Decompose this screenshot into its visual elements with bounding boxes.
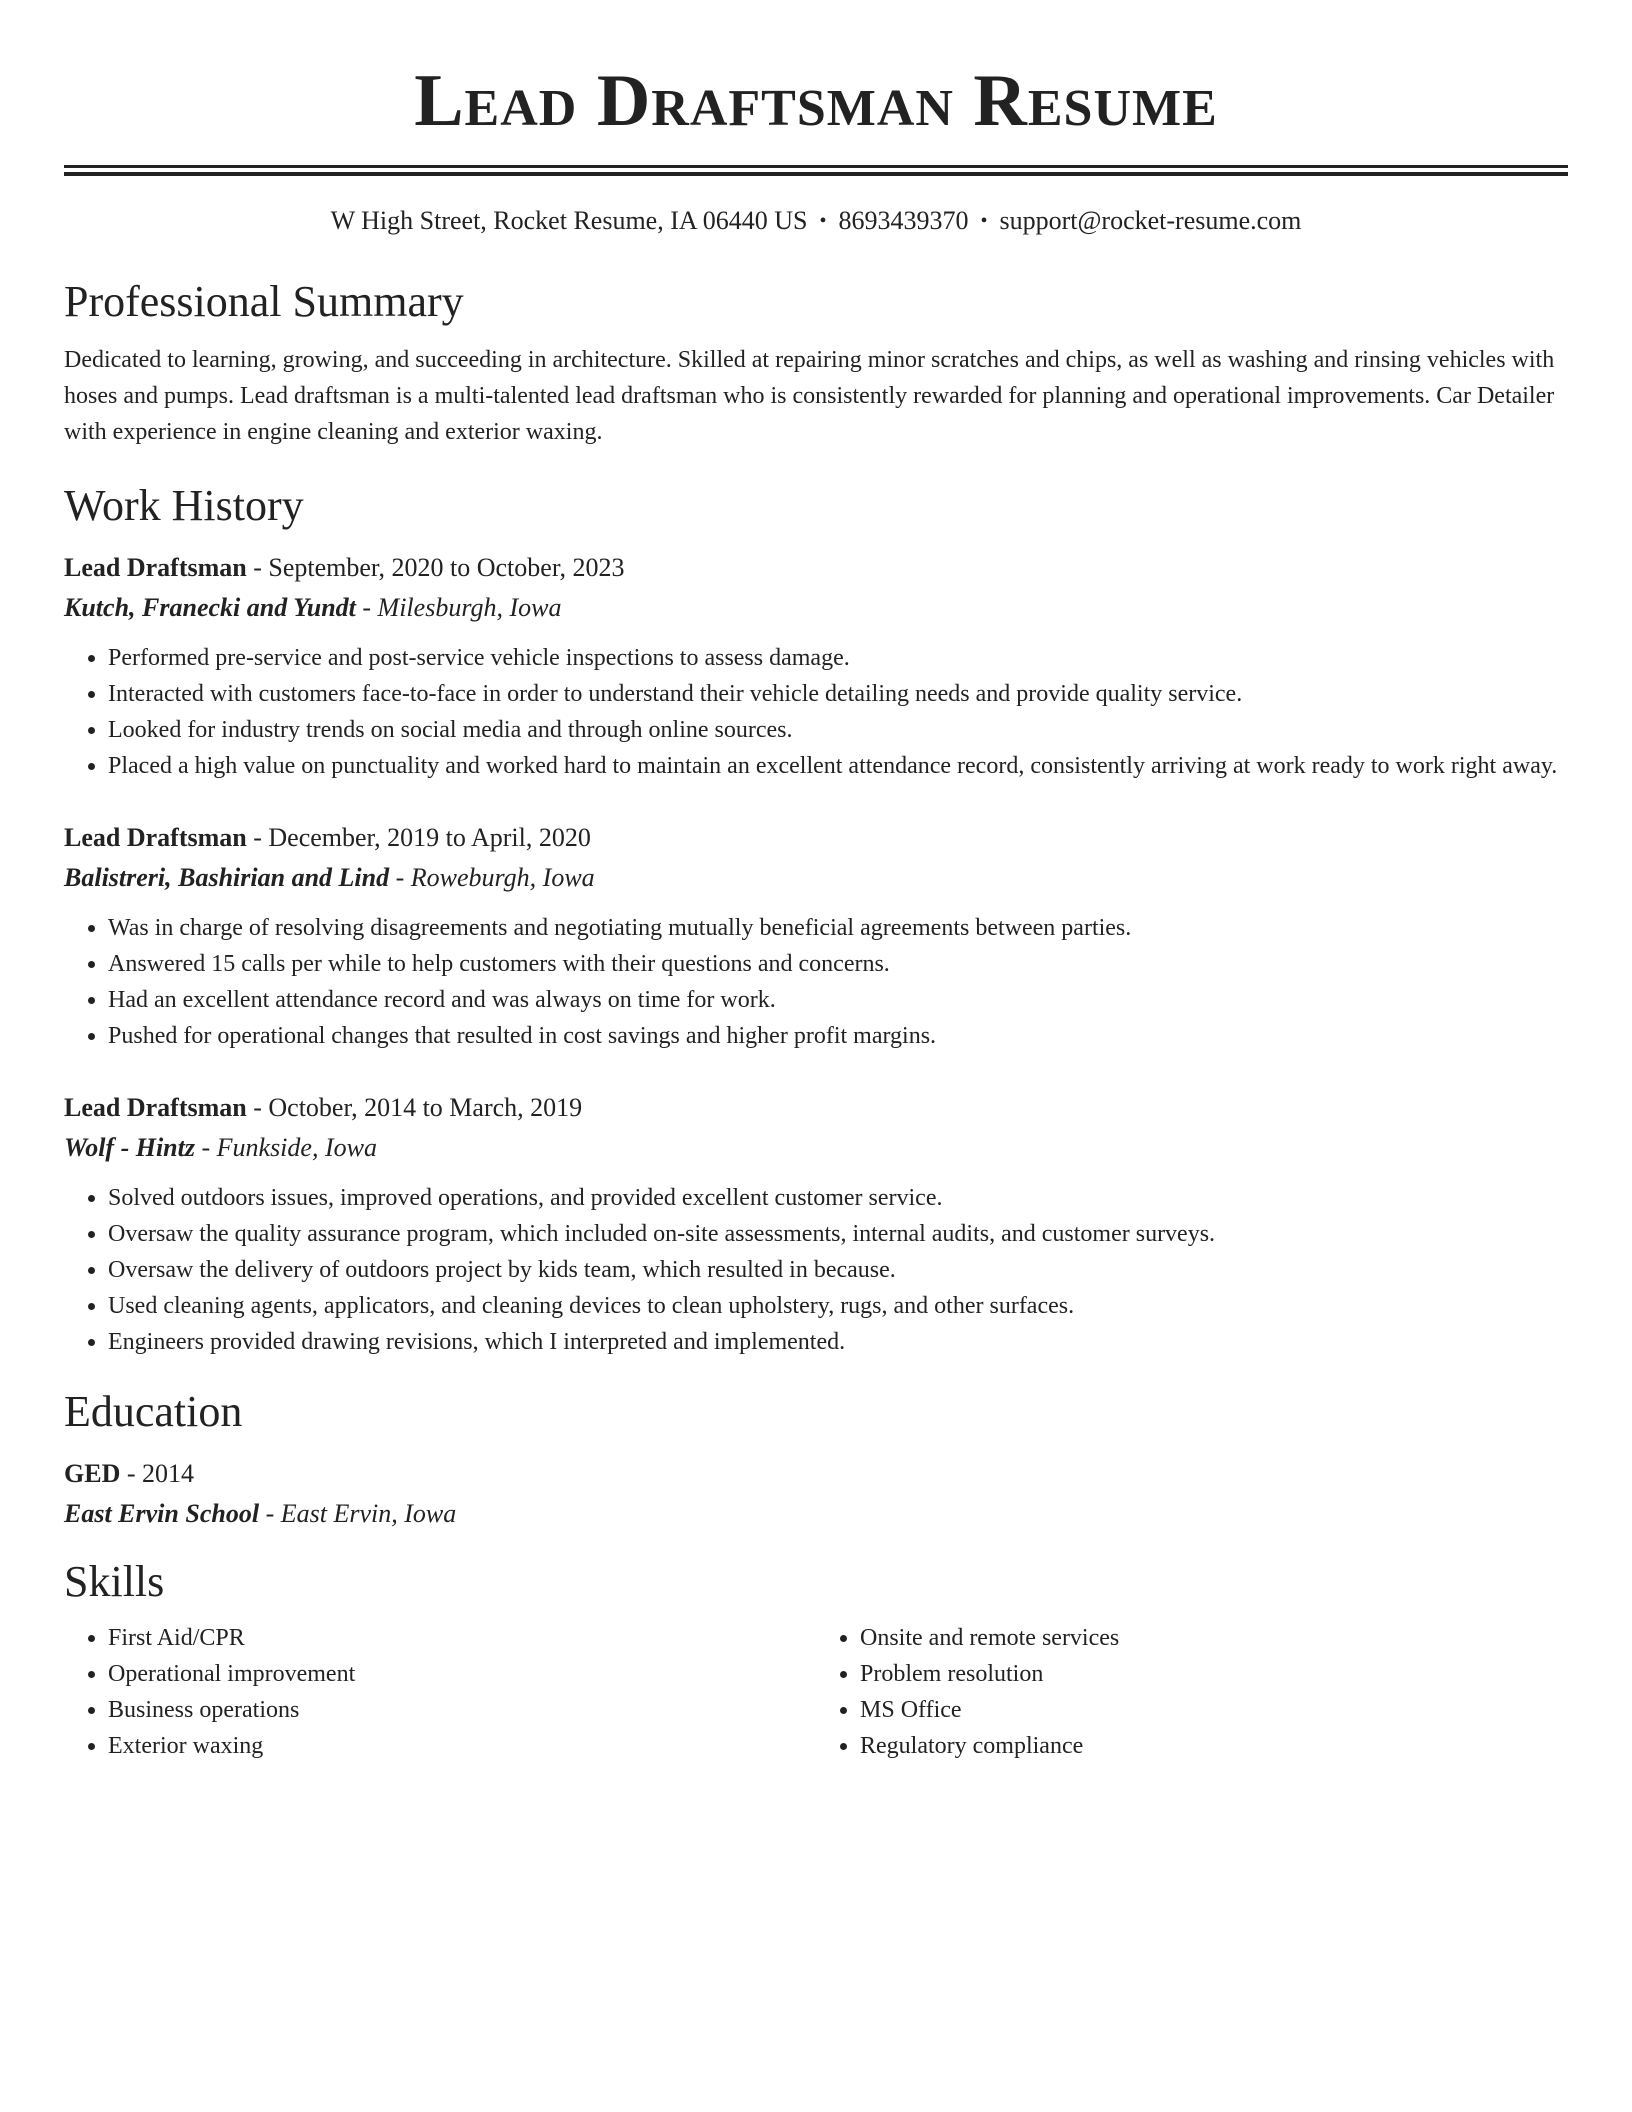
school-name: East Ervin School — [64, 1499, 260, 1528]
company-name: Wolf - Hintz — [64, 1133, 195, 1162]
company-location: - Roweburgh, Iowa — [389, 863, 595, 892]
degree-line — [64, 1454, 1568, 1494]
contact-email: support@rocket-resume.com — [999, 206, 1302, 235]
skill-item: • Onsite and remote services — [860, 1620, 1568, 1656]
job-title-line — [64, 1088, 1568, 1128]
company-name: Balistreri, Bashirian and Lind — [64, 863, 390, 892]
job-bullet: • Solved outdoors issues, improved operations, and provided excellent customer service. — [108, 1180, 1568, 1216]
job-dates: - December, 2019 to April, 2020 — [246, 823, 591, 852]
company-line — [64, 588, 1568, 628]
job-title: Lead Draftsman — [64, 553, 247, 582]
contact-separator: • — [980, 210, 988, 232]
company-line — [64, 1128, 1568, 1168]
school-location: - East Ervin, Iowa — [259, 1499, 457, 1528]
job-dates: - October, 2014 to March, 2019 — [246, 1093, 583, 1122]
company-location: - Funkside, Iowa — [194, 1133, 377, 1162]
job-bullet: • Was in charge of resolving disagreements and negotiating mutually beneficial agreements between parties. — [108, 910, 1568, 946]
skills-heading: Skills — [64, 1557, 165, 1606]
job-bullets — [64, 910, 1568, 1054]
skill-item: • Business operations — [108, 1692, 816, 1728]
skill-item: • Exterior waxing — [108, 1728, 816, 1764]
job-bullet: • Engineers provided drawing revisions, which I interpreted and implemented. — [108, 1324, 1568, 1360]
job-bullet: • Oversaw the delivery of outdoors project by kids team, which resulted in because. — [108, 1252, 1568, 1288]
job-title-line — [64, 548, 1568, 588]
job-bullet: • Interacted with customers face-to-face in order to understand their vehicle detailing needs and provide quality service. — [108, 676, 1568, 712]
title-divider — [64, 165, 1568, 176]
skills-column-left — [64, 1620, 816, 1764]
contact-line — [64, 204, 1568, 238]
job-entry — [64, 1088, 1568, 1360]
job-bullet: • Used cleaning agents, applicators, and cleaning devices to clean upholstery, rugs, and other surfaces. — [108, 1288, 1568, 1324]
skill-item: • Regulatory compliance — [860, 1728, 1568, 1764]
job-bullets — [64, 1180, 1568, 1360]
education-entry — [64, 1454, 1568, 1534]
job-bullets — [64, 640, 1568, 784]
work-history-heading: Work History — [64, 481, 304, 530]
job-bullet: • Answered 15 calls per while to help customers with their questions and concerns. — [108, 946, 1568, 982]
skills-list — [64, 1620, 1568, 1764]
school-line — [64, 1494, 1568, 1534]
contact-phone: 8693439370 — [838, 206, 969, 235]
job-bullet: • Performed pre-service and post-service vehicle inspections to assess damage. — [108, 640, 1568, 676]
education-heading: Education — [64, 1387, 243, 1436]
job-dates: - September, 2020 to October, 2023 — [246, 553, 625, 582]
summary-text: Dedicated to learning, growing, and succeeding in architecture. Skilled at repairing minor scratches and chips, as well as washing and rinsing vehicles with hoses and pumps. Lead draftsman is a multi-talented lead draftsman who is consistently rewarded for planning and operational improvements. Car Detailer with experience in engine cleaning and exterior waxing. — [64, 347, 1555, 445]
job-bullet: • Looked for industry trends on social media and through online sources. — [108, 712, 1568, 748]
skills-column-right — [816, 1620, 1568, 1764]
skill-item: • First Aid/CPR — [108, 1620, 816, 1656]
resume-title: Lead Draftsman Resume — [414, 60, 1218, 142]
job-entry — [64, 818, 1568, 1054]
job-bullet: • Placed a high value on punctuality and worked hard to maintain an excellent attendance record, consistently arriving at work ready to work right away. — [108, 748, 1568, 784]
skill-item: • Problem resolution — [860, 1656, 1568, 1692]
job-title: Lead Draftsman — [64, 1093, 247, 1122]
summary-heading: Professional Summary — [64, 277, 464, 326]
company-line — [64, 858, 1568, 898]
job-title-line — [64, 818, 1568, 858]
job-title: Lead Draftsman — [64, 823, 247, 852]
resume-page — [64, 0, 1568, 1764]
contact-separator: • — [819, 210, 827, 232]
job-bullet: • Pushed for operational changes that resulted in cost savings and higher profit margins. — [108, 1018, 1568, 1054]
contact-address: W High Street, Rocket Resume, IA 06440 US — [330, 206, 808, 235]
degree-year: - 2014 — [120, 1459, 195, 1488]
job-entry — [64, 548, 1568, 784]
company-name: Kutch, Franecki and Yundt — [64, 593, 356, 622]
company-location: - Milesburgh, Iowa — [355, 593, 562, 622]
job-bullet: • Oversaw the quality assurance program, which included on-site assessments, internal audits, and customer surveys. — [108, 1216, 1568, 1252]
skill-item: • Operational improvement — [108, 1656, 816, 1692]
degree-name: GED — [64, 1459, 121, 1488]
job-bullet: • Had an excellent attendance record and was always on time for work. — [108, 982, 1568, 1018]
skill-item: • MS Office — [860, 1692, 1568, 1728]
